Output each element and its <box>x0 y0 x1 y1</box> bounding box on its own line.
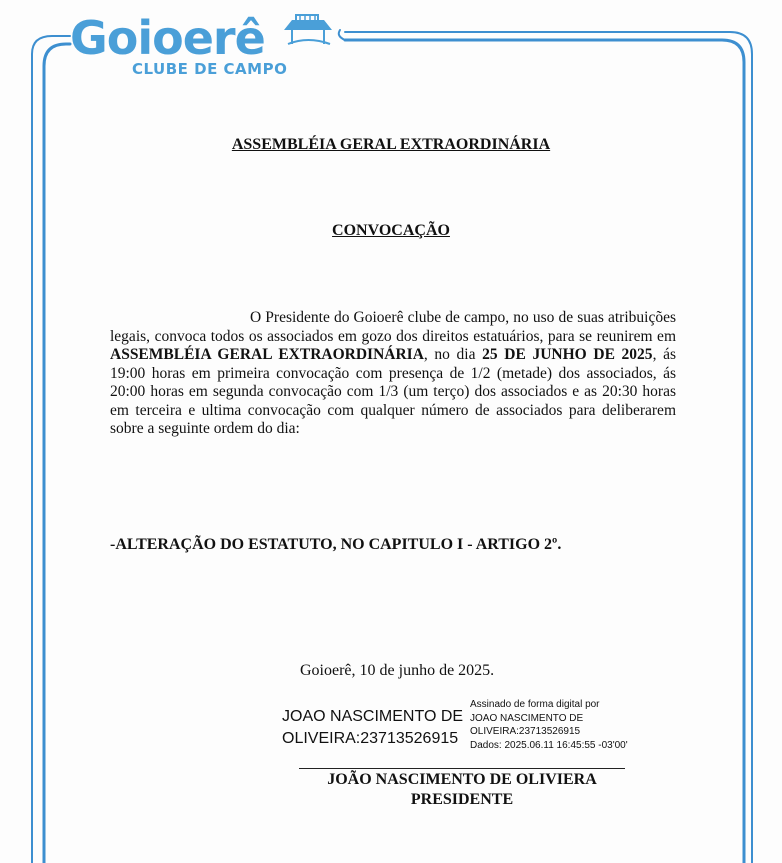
signature-info-line: OLIVEIRA:23713526915 <box>470 726 581 737</box>
digital-signature-info <box>470 698 628 752</box>
logo-wordmark: Goioerê <box>70 11 265 65</box>
signature-info-line: Assinado de forma digital por <box>470 699 600 710</box>
document-heading: ASSEMBLÉIA GERAL EXTRAORDINÁRIA <box>231 136 551 153</box>
logo-tagline: CLUBE DE CAMPO <box>132 60 288 78</box>
signer-role: PRESIDENTE <box>410 791 514 808</box>
paragraph-text-2: , no dia <box>423 346 483 363</box>
document-subheading: CONVOCAÇÃO <box>332 222 450 239</box>
paragraph-text-1: O Presidente do Goioerê clube de campo, no uso de suas atribuições legais, convoca todos os associados em gozo dos direitos estatuários, para se reunirem em <box>110 309 676 345</box>
signature-name-line: JOAO NASCIMENTO DE <box>282 708 464 725</box>
convocation-paragraph <box>110 309 676 439</box>
signature-line <box>299 768 625 769</box>
paragraph-text-3: , ás 19:00 horas em primeira convocação com presença de 1/2 (metade) dos associados, ás 20:00 horas em segunda convocação com 1/3 (um terço) dos associados e as 20:30 horas em terceira e ultima convocação com qualquer número de associados para deliberarem sobre a seguinte ordem do dia: <box>110 346 676 437</box>
pavilion-icon <box>280 14 336 48</box>
signer-block <box>280 770 644 810</box>
paragraph-bold-assembly: ASSEMBLÉIA GERAL EXTRAORDINÁRIA <box>110 346 424 363</box>
agenda-item: -ALTERAÇÃO DO ESTATUTO, NO CAPITULO I - ARTIGO 2º. <box>110 536 562 553</box>
digital-signature-name <box>282 706 466 750</box>
signer-name: JOÃO NASCIMENTO DE OLIVIERA <box>327 771 597 788</box>
signature-info-line: Dados: 2025.06.11 16:45:55 -03'00' <box>470 739 628 751</box>
signature-name-line: OLIVEIRA:23713526915 <box>282 730 459 747</box>
place-date: Goioerê, 10 de junho de 2025. <box>300 662 495 679</box>
paragraph-bold-date: 25 DE JUNHO DE 2025 <box>482 346 653 363</box>
signature-info-line: JOAO NASCIMENTO DE <box>470 712 584 724</box>
club-logo <box>70 10 340 82</box>
